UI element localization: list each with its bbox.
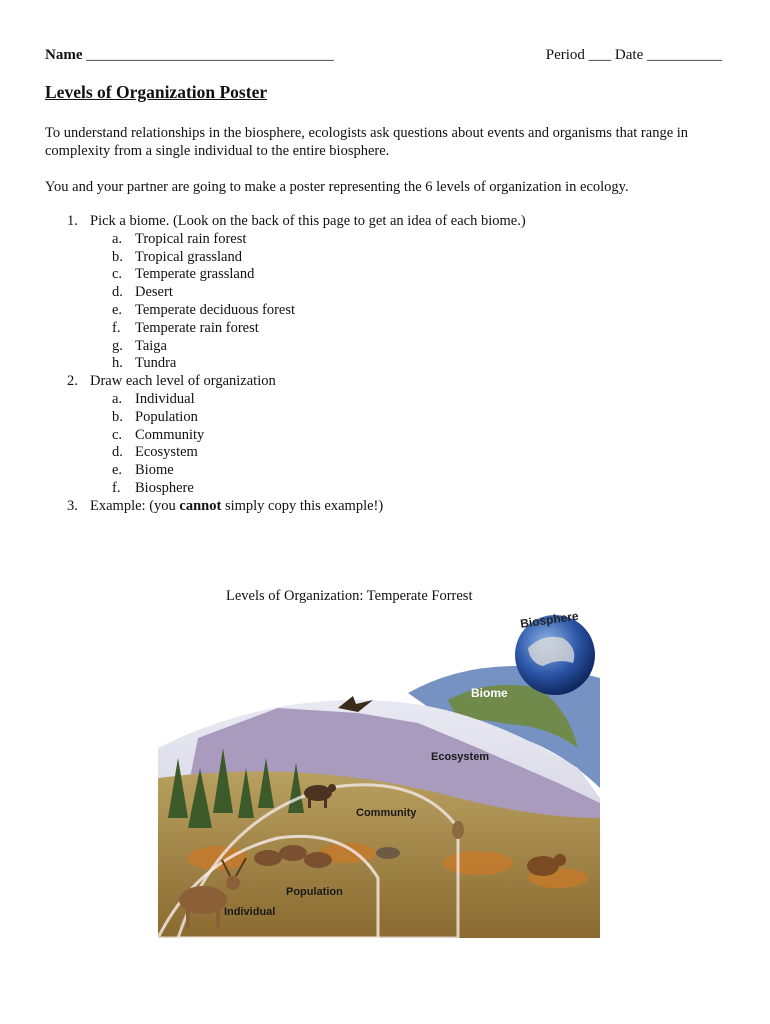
instruction-paragraph: You and your partner are going to make a poster representing the 6 levels of organization in ecology. <box>45 179 629 195</box>
levels-illustration <box>158 608 600 938</box>
item-text: Population <box>135 408 198 425</box>
step-3 <box>45 498 725 516</box>
item-letter: c. <box>112 426 123 443</box>
list-item <box>45 391 725 409</box>
item-letter: d. <box>112 444 123 461</box>
name-line: _________________________________ <box>86 47 334 63</box>
list-item <box>45 284 725 302</box>
step-text: Draw each level of organization <box>90 373 276 390</box>
individual-label: Individual <box>224 906 276 918</box>
step-number: 2. <box>67 373 78 390</box>
steps-list <box>45 213 725 516</box>
step-text: Example: (you <box>90 497 180 514</box>
item-letter: e. <box>112 301 123 318</box>
list-item <box>45 427 725 445</box>
item-letter: f. <box>112 479 121 496</box>
list-item <box>45 338 725 356</box>
item-letter: a. <box>112 390 123 407</box>
list-item <box>45 462 725 480</box>
item-text: Community <box>135 426 205 443</box>
item-letter: f. <box>112 319 121 336</box>
item-letter: a. <box>112 230 123 247</box>
figure-caption: Levels of Organization: Temperate Forrest <box>226 588 473 604</box>
item-text: Temperate rain forest <box>135 319 259 336</box>
list-item <box>45 266 725 284</box>
name-field <box>45 47 334 64</box>
item-letter: h. <box>112 355 123 372</box>
biome-label: Biome <box>471 686 508 700</box>
name-label: Name <box>45 47 83 63</box>
wolf <box>376 847 400 859</box>
community-label: Community <box>356 807 417 819</box>
list-item <box>45 480 725 498</box>
item-text: Biome <box>135 462 174 479</box>
step-text-bold: cannot <box>179 497 222 514</box>
list-item <box>45 302 725 320</box>
item-letter: d. <box>112 284 123 301</box>
item-text: Individual <box>135 390 195 407</box>
item-letter: b. <box>112 248 123 265</box>
list-item <box>45 355 725 373</box>
item-text: Biosphere <box>135 479 194 496</box>
item-text: Tropical grassland <box>135 248 242 265</box>
list-item <box>45 444 725 462</box>
intro-paragraph: To understand relationships in the biosphere, ecologists ask questions about events and organisms that range in complexity from a single individual to the entire biosphere. <box>45 125 689 159</box>
list-item <box>45 409 725 427</box>
list-item <box>45 320 725 338</box>
list-item <box>45 231 725 249</box>
item-text: Tundra <box>135 355 177 372</box>
step-text: simply copy this example!) <box>221 497 384 514</box>
step-number: 3. <box>67 497 78 514</box>
biosphere-label: Biosphere <box>519 608 580 631</box>
item-text: Ecosystem <box>135 444 198 461</box>
step-2 <box>45 373 725 391</box>
item-text: Temperate deciduous forest <box>135 301 296 318</box>
item-text: Taiga <box>135 337 167 354</box>
page-title: Levels of Organization Poster <box>45 82 268 102</box>
list-item <box>45 249 725 267</box>
item-text: Desert <box>135 284 173 301</box>
ecosystem-label: Ecosystem <box>431 751 490 763</box>
step-text: Pick a biome. (Look on the back of this page to get an idea of each biome.) <box>90 213 526 229</box>
item-letter: g. <box>112 337 123 354</box>
item-letter: b. <box>112 408 123 425</box>
owl <box>452 821 464 839</box>
item-text: Temperate grassland <box>135 266 255 283</box>
period-date-field: Period ___ Date __________ <box>545 47 722 63</box>
item-letter: c. <box>112 266 123 283</box>
item-text: Tropical rain forest <box>135 230 247 247</box>
step-number: 1. <box>67 213 78 229</box>
step-1 <box>45 213 725 231</box>
population-label: Population <box>286 886 343 898</box>
item-letter: e. <box>112 462 123 479</box>
